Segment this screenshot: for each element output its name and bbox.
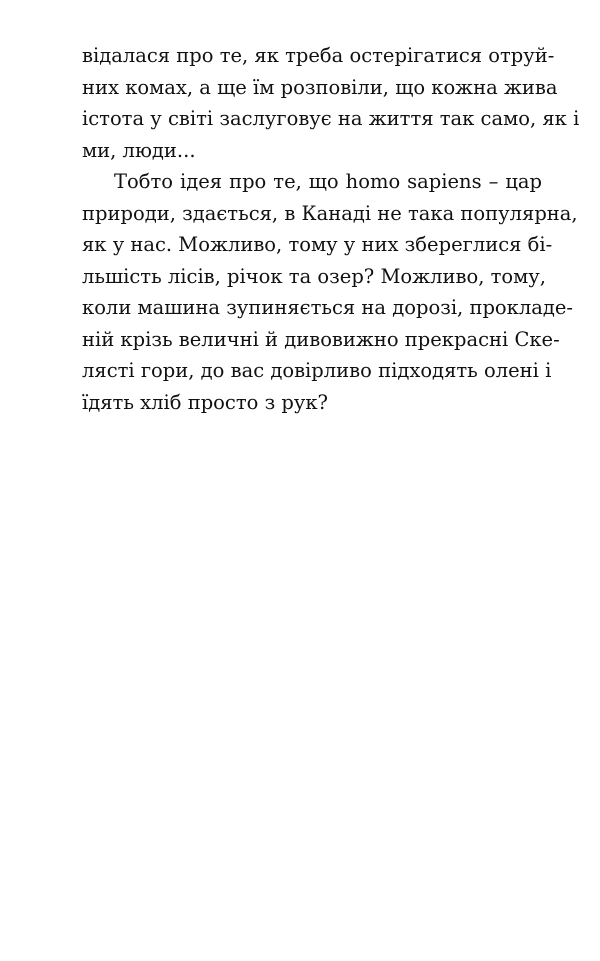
- text-line: лясті гори, до вас довірливо підходять олені і: [82, 359, 552, 382]
- paragraph-2: [82, 166, 578, 418]
- text-line: них комах, а ще їм розповіли, що кожна жива: [82, 75, 558, 99]
- text-line: ній крізь величні й дивовижно прекрасні Ске-: [82, 327, 560, 351]
- body-text: [82, 40, 580, 418]
- text-line: ми, люди...: [82, 138, 196, 162]
- text-line: природи, здається, в Канаді не така популярна,: [82, 201, 578, 225]
- text-line: коли машина зупиняється на дорозі, прокладе-: [82, 296, 574, 319]
- text-line: їдять хліб просто з рук?: [82, 390, 329, 414]
- text-line: льшість лісів, річок та озер? Можливо, тому,: [82, 264, 546, 288]
- text-line: Тобто ідея про те, що homo sapiens – цар: [114, 170, 542, 193]
- text-line: істота у світі заслуговує на життя так само, як і: [82, 107, 580, 130]
- text-line: як у нас. Можливо, тому у них збереглися бі-: [82, 233, 553, 256]
- paragraph-1: [82, 40, 580, 166]
- text-line: відалася про те, як треба остерігатися отруй-: [82, 44, 555, 67]
